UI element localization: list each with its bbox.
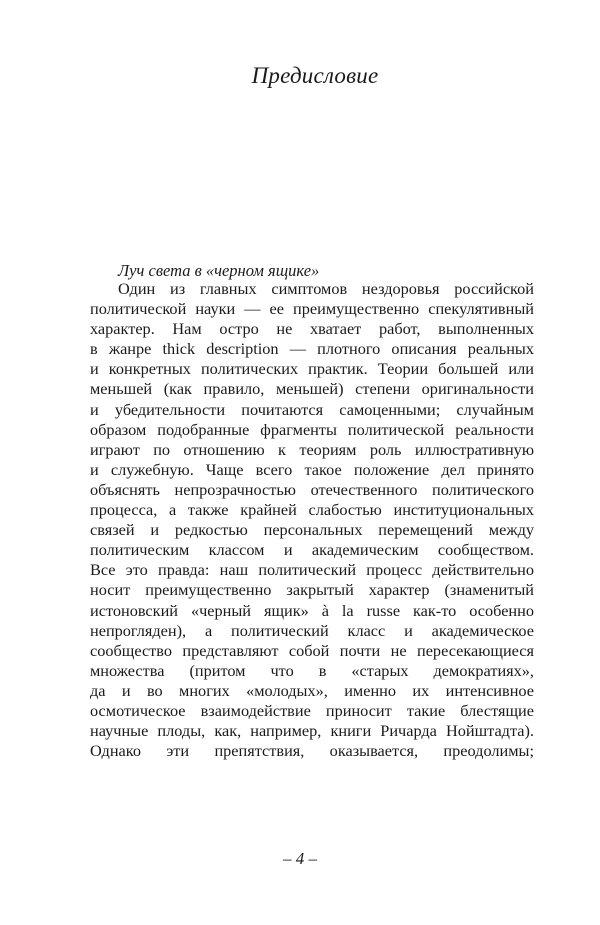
text-line: научные плоды, как, например, книги Ричарда Нойштадта).	[90, 721, 534, 741]
text-line: непрогляден), а политический класс и академическое	[90, 620, 534, 640]
text-line: носит преимущественно закрытый характер (знаменитый	[90, 580, 534, 600]
text-line: и служебную. Чаще всего такое положение дел принято	[90, 459, 534, 479]
text-line: множества (притом что в «старых демократиях»,	[90, 660, 534, 680]
text-line: политической науки — ее преимущественно спекулятивный	[90, 299, 534, 319]
text-line: связей и редкостью персональных перемещений между	[90, 520, 534, 540]
text-line: характер. Нам остро не хватает работ, выполненных	[90, 319, 534, 339]
text-line: да и во многих «молодых», именно их интенсивное	[90, 680, 534, 700]
text-line: меньшей (как правило, меньшей) степени оригинальности	[90, 379, 534, 399]
text-line: истоновский «черный ящик» à la russe как-то особенно	[90, 600, 534, 620]
text-line: в жанре thick description — плотного описания реальных	[90, 339, 534, 359]
section-heading: Луч света в «черном ящике»	[118, 261, 320, 280]
text-line: образом подобранные фрагменты политической реальности	[90, 419, 534, 439]
text-line: сообщество представляют собой почти не пересекающиеся	[90, 640, 534, 660]
text-line: объяснять непрозрачностью отечественного политического	[90, 479, 534, 499]
body-paragraph	[90, 279, 534, 761]
text-line: Один из главных симптомов нездоровья российской	[118, 279, 534, 298]
page-number: – 4 –	[283, 849, 317, 868]
text-line: осмотическое взаимодействие приносит такие блестящие	[90, 700, 534, 720]
text-line: политическим классом и академическим сообществом.	[90, 540, 534, 560]
chapter-title: Предисловие	[251, 63, 379, 88]
text-line: процесса, а также крайней слабостью институциональных	[90, 500, 534, 520]
text-line: и конкретных политических практик. Теории большей или	[90, 359, 534, 379]
text-line: Все это правда: наш политический процесс действительно	[90, 560, 534, 580]
text-line: Однако эти препятствия, оказывается, преодолимы;	[90, 741, 534, 761]
text-line: играют по отношению к теориям роль иллюстративную	[90, 439, 534, 459]
text-line: и убедительности почитаются самоценными; случайным	[90, 399, 534, 419]
